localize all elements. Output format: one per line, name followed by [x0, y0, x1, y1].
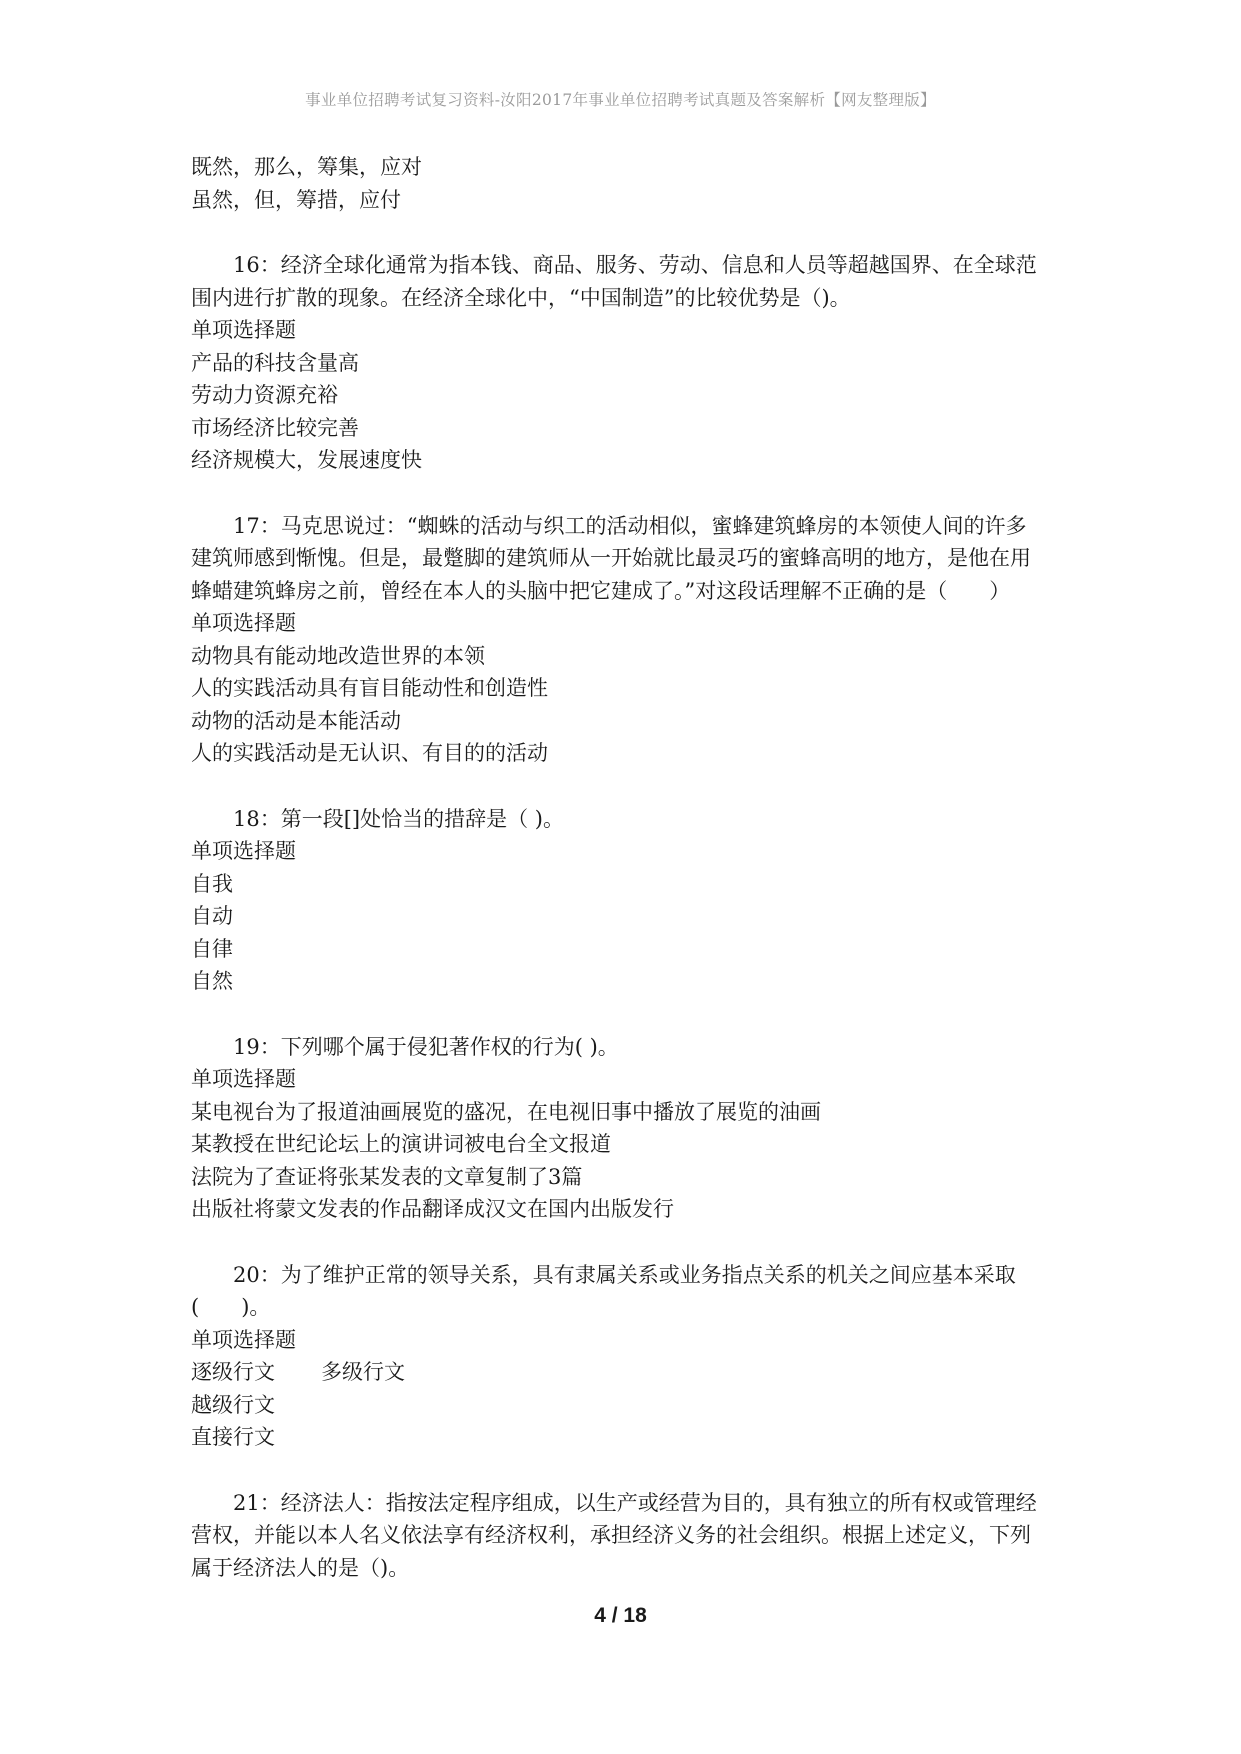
- question-stem: 21：经济法人：指按法定程序组成，以生产或经营为目的，具有独立的所有权或管理经: [233, 1490, 1037, 1515]
- option-line: 法院为了查证将张某发表的文章复制了3篇: [191, 1164, 583, 1189]
- question-19: [191, 1031, 1071, 1226]
- question-stem: 18：第一段[]处恰当的措辞是（ )。: [233, 806, 564, 831]
- question-17: [191, 510, 1071, 770]
- question-16: [191, 249, 1071, 477]
- option-line: 自然: [191, 969, 233, 993]
- question-stem: 营权，并能以本人名义依法享有经济权利，承担经济义务的社会组织。根据上述定义，下列: [191, 1523, 1031, 1547]
- option-line: 经济规模大，发展速度快: [191, 448, 422, 472]
- page-header: 事业单位招聘考试复习资料-汝阳2017年事业单位招聘考试真题及答案解析【网友整理版】: [305, 91, 936, 109]
- option-line: 动物的活动是本能活动: [191, 708, 401, 733]
- option-line: 人的实践活动是无认识、有目的的活动: [191, 741, 548, 765]
- question-stem: 建筑师感到惭愧。但是，最蹩脚的建筑师从一开始就比最灵巧的蜜蜂高明的地方，是他在用: [191, 546, 1031, 570]
- question-18: [191, 803, 1071, 998]
- option-line: 产品的科技含量高: [191, 350, 359, 375]
- question-stem: 19：下列哪个属于侵犯著作权的行为( )。: [233, 1034, 619, 1059]
- option-line: 自律: [191, 936, 233, 961]
- option-text: 多级行文: [321, 1360, 405, 1384]
- option-line: 某教授在世纪论坛上的演讲词被电台全文报道: [191, 1132, 611, 1156]
- option-line: 虽然，但，筹措，应付: [191, 187, 401, 212]
- question-stem: 20：为了维护正常的领导关系，具有隶属关系或业务指点关系的机关之间应基本采取: [233, 1262, 1016, 1287]
- question-type: 单项选择题: [191, 611, 296, 635]
- option-line: 自我: [191, 871, 233, 896]
- option-line: 既然，那么，筹集，应对: [191, 155, 422, 179]
- option-line: 劳动力资源充裕: [191, 383, 338, 407]
- question-type: 单项选择题: [191, 318, 296, 342]
- question-21: [191, 1487, 1071, 1585]
- question-stem: 16：经济全球化通常为指本钱、商品、服务、劳动、信息和人员等超越国界、在全球范: [233, 253, 1037, 277]
- option-text: 逐级行文: [191, 1360, 275, 1384]
- option-line: 直接行文: [191, 1425, 275, 1449]
- question-type: 单项选择题: [191, 839, 296, 863]
- option-line: [191, 1356, 1071, 1389]
- question-stem-continuation: ( )。: [191, 1295, 271, 1319]
- option-line: 某电视台为了报道油画展览的盛况，在电视旧事中播放了展览的油画: [191, 1099, 821, 1124]
- question-type: 单项选择题: [191, 1067, 296, 1091]
- page-number: 4 / 18: [594, 1604, 647, 1627]
- option-line: 动物具有能动地改造世界的本领: [191, 643, 485, 668]
- question-stem: 围内进行扩散的现象。在经济全球化中，“中国制造”的比较优势是（)。: [191, 285, 851, 310]
- option-line: 市场经济比较完善: [191, 415, 359, 440]
- question-stem: 17：马克思说过：“蜘蛛的活动与织工的活动相似，蜜蜂建筑蜂房的本领使人间的许多: [233, 513, 1027, 538]
- question-stem: 蜂蜡建筑蜂房之前，曾经在本人的头脑中把它建成了。”对这段话理解不正确的是（ ）: [191, 578, 1011, 603]
- question-type: 单项选择题: [191, 1327, 296, 1352]
- option-line: 越级行文: [191, 1392, 275, 1417]
- option-line: 出版社将蒙文发表的作品翻译成汉文在国内出版发行: [191, 1197, 674, 1221]
- document-body: [191, 151, 1071, 1584]
- option-line: 人的实践活动具有盲目能动性和创造性: [191, 676, 548, 700]
- question-20: [191, 1259, 1071, 1454]
- question-stem: 属于经济法人的是（)。: [191, 1555, 410, 1580]
- option-line: 自动: [191, 904, 233, 928]
